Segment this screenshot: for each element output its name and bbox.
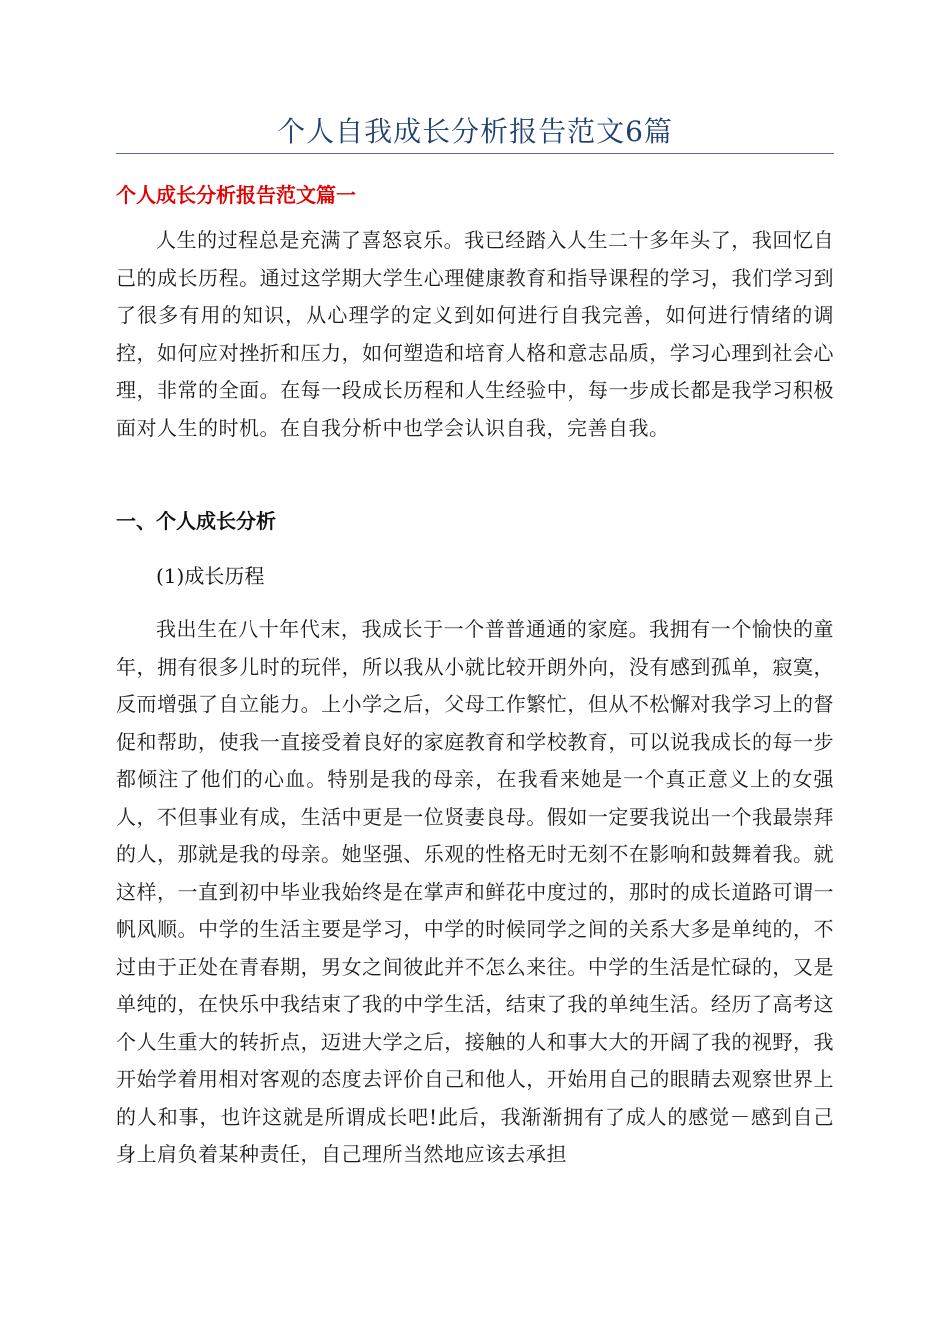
section-heading: 个人成长分析报告范文篇一: [116, 183, 356, 207]
body-paragraph: 我出生在八十年代末，我成长于一个普普通通的家庭。我拥有一个愉快的童年，拥有很多儿时的玩伴，所以我从小就比较开朗外向，没有感到孤单，寂寞，反而增强了自立能力。上小学之后，父母工作繁忙，但从不松懈对我学习上的督促和帮助，使我一直接受着良好的家庭教育和学校教育，可以说我成长的每一步都倾注了他们的心血。特别是我的母亲，在我看来她是一个真正意义上的女强人，不但事业有成，生活中更是一位贤妻良母。假如一定要我说出一个我最崇拜的人，那就是我的母亲。她坚强、乐观的性格无时无刻不在影响和鼓舞着我。就这样，一直到初中毕业我始终是在掌声和鲜花中度过的，那时的成长道路可谓一帆风顺。中学的生活主要是学习，中学的时候同学之间的关系大多是单纯的，不过由于正处在青春期，男女之间彼此并不怎么来往。中学的生活是忙碌的，又是单纯的，在快乐中我结束了我的中学生活，结束了我的单纯生活。经历了高考这个人生重大的转折点，迈进大学之后，接触的人和事大大的开阔了我的视野，我开始学着用相对客观的态度去评价自己和他人，开始用自己的眼睛去观察世界上的人和事，也许这就是所谓成长吧!此后，我渐渐拥有了成人的感觉－感到自己身上肩负着某种责任，自己理所当然地应该去承担: [116, 617, 834, 1166]
title-underline: [116, 153, 834, 154]
subpart-heading: (1)成长历程: [156, 564, 265, 588]
intro-paragraph: 人生的过程总是充满了喜怒哀乐。我已经踏入人生二十多年头了，我回忆自己的成长历程。通过这学期大学生心理健康教育和指导课程的学习，我们学习到了很多有用的知识，从心理学的定义到如何进行自我完善，如何进行情绪的调控，如何应对挫折和压力，如何塑造和培育人格和意志品质，学习心理到社会心理，非常的全面。在每一段成长历程和人生经验中，每一步成长都是我学习积极面对人生的时机。在自我分析中也学会认识自我，完善自我。: [116, 228, 834, 440]
document-title: 个人自我成长分析报告范文6篇: [277, 115, 673, 148]
part-heading: 一、个人成长分析: [116, 509, 276, 533]
